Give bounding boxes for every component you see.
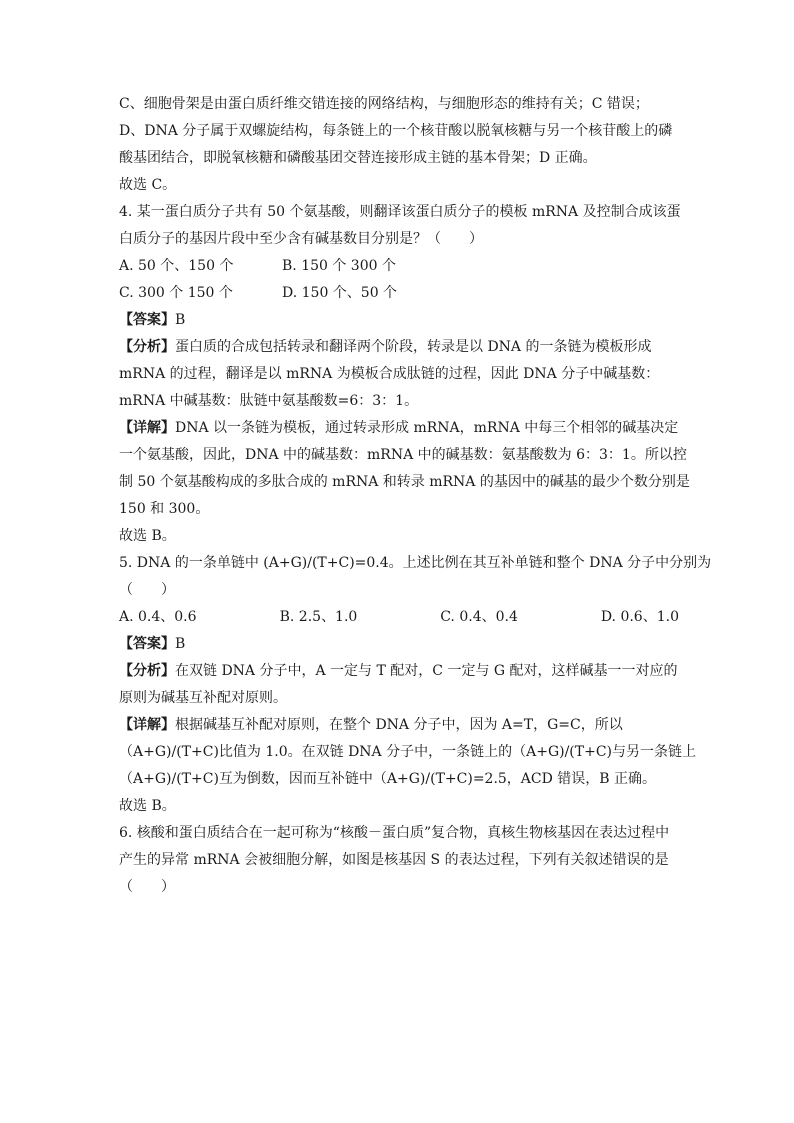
option-d: D. 150 个、50 个 <box>282 285 398 301</box>
analysis-text: 蛋白质的合成包括转录和翻译两个阶段，转录是以 DNA 的一条链为模板形成 <box>175 339 652 355</box>
option-d: D. 0.6、1.0 <box>600 609 679 625</box>
question-5-options-row <box>119 604 679 631</box>
text-line: （A+G)/(T+C)比值为 1.0。在双链 DNA 分子中，一条链上的（A+G)/(T+C)与另一条链上 <box>119 744 697 760</box>
text-line: D、DNA 分子属于双螺旋结构，每条链上的一个核苷酸以脱氧核糖与另一个核苷酸上的磷 <box>119 123 673 139</box>
analysis-line <box>119 658 679 685</box>
detail-line <box>119 415 679 442</box>
select-answer-line: 故选 B。 <box>119 798 176 814</box>
text-line: （A+G)/(T+C)互为倒数，因而互补链中（A+G)/(T+C)=2.5，ACD 错误，B 正确。 <box>119 771 657 787</box>
answer-tag: 【答案】 <box>119 636 175 652</box>
answer-value: B <box>175 636 186 652</box>
text-line: 酸基团结合，即脱氧核糖和磷酸基团交替连接形成主链的基本骨架；D 正确。 <box>119 150 597 166</box>
option-c: C. 300 个 150 个 <box>119 285 233 301</box>
option-a: A. 50 个、150 个 <box>119 258 234 274</box>
answer-line <box>119 307 679 334</box>
select-answer-line: 故选 C。 <box>119 177 177 193</box>
answer-line <box>119 631 679 658</box>
select-answer-line: 故选 B。 <box>119 528 176 544</box>
question-5-stem: 5. DNA 的一条单链中 (A+G)/(T+C)=0.4。上述比例在其互补单链和整个 DNA 分子中分别为 <box>119 555 712 571</box>
text-line: mRNA 的过程，翻译是以 mRNA 为模板合成肽链的过程，因此 DNA 分子中碱基数： <box>119 366 660 382</box>
answer-tag: 【答案】 <box>119 312 175 328</box>
question-4-options-row <box>119 253 679 280</box>
detail-line <box>119 712 679 739</box>
detail-tag: 【详解】 <box>119 717 175 733</box>
text-line: 制 50 个氨基酸构成的多肽合成的 mRNA 和转录 mRNA 的基因中的碱基的最少个数分别是 <box>119 474 690 490</box>
question-4-options-row <box>119 280 679 307</box>
question-6-stem: 6. 核酸和蛋白质结合在一起可称为“核酸－蛋白质”复合物，真核生物核基因在表达过程中 <box>119 825 670 841</box>
option-a: A. 0.4、0.6 <box>119 609 197 625</box>
analysis-tag: 【分析】 <box>119 663 175 679</box>
text-line: 150 和 300。 <box>119 501 210 517</box>
question-6-stem: 产生的异常 mRNA 会被细胞分解，如图是核基因 S 的表达过程，下列有关叙述错误的是 <box>119 852 669 868</box>
option-b: B. 150 个 300 个 <box>282 258 396 274</box>
analysis-line <box>119 334 679 361</box>
text-line: 一个氨基酸，因此，DNA 中的碱基数：mRNA 中的碱基数：氨基酸数为 6：3：1。所以控 <box>119 447 687 463</box>
question-5-stem: （ ） <box>119 582 175 598</box>
question-4-stem: 4. 某一蛋白质分子共有 50 个氨基酸，则翻译该蛋白质分子的模板 mRNA 及控制合成该蛋 <box>119 204 681 220</box>
analysis-text: 在双链 DNA 分子中，A 一定与 T 配对，C 一定与 G 配对，这样碱基一一对应的 <box>175 663 678 679</box>
text-line: C、细胞骨架是由蛋白质纤维交错连接的网络结构，与细胞形态的维持有关；C 错误； <box>119 96 649 112</box>
analysis-tag: 【分析】 <box>119 339 175 355</box>
option-c: C. 0.4、0.4 <box>440 609 518 625</box>
detail-text: 根据碱基互补配对原则，在整个 DNA 分子中，因为 A=T，G=C，所以 <box>175 717 623 733</box>
option-b: B. 2.5、1.0 <box>279 609 358 625</box>
text-line: 原则为碱基互补配对原则。 <box>119 690 287 706</box>
text-line: mRNA 中碱基数：肽链中氨基酸数=6：3：1。 <box>119 393 419 409</box>
answer-value: B <box>175 312 186 328</box>
detail-tag: 【详解】 <box>119 420 175 436</box>
detail-text: DNA 以一条链为模板，通过转录形成 mRNA，mRNA 中每三个相邻的碱基决定 <box>175 420 679 436</box>
document-page <box>119 91 712 901</box>
question-6-stem: （ ） <box>119 879 175 895</box>
question-4-stem: 白质分子的基因片段中至少含有碱基数目分别是？（ ） <box>119 231 483 247</box>
